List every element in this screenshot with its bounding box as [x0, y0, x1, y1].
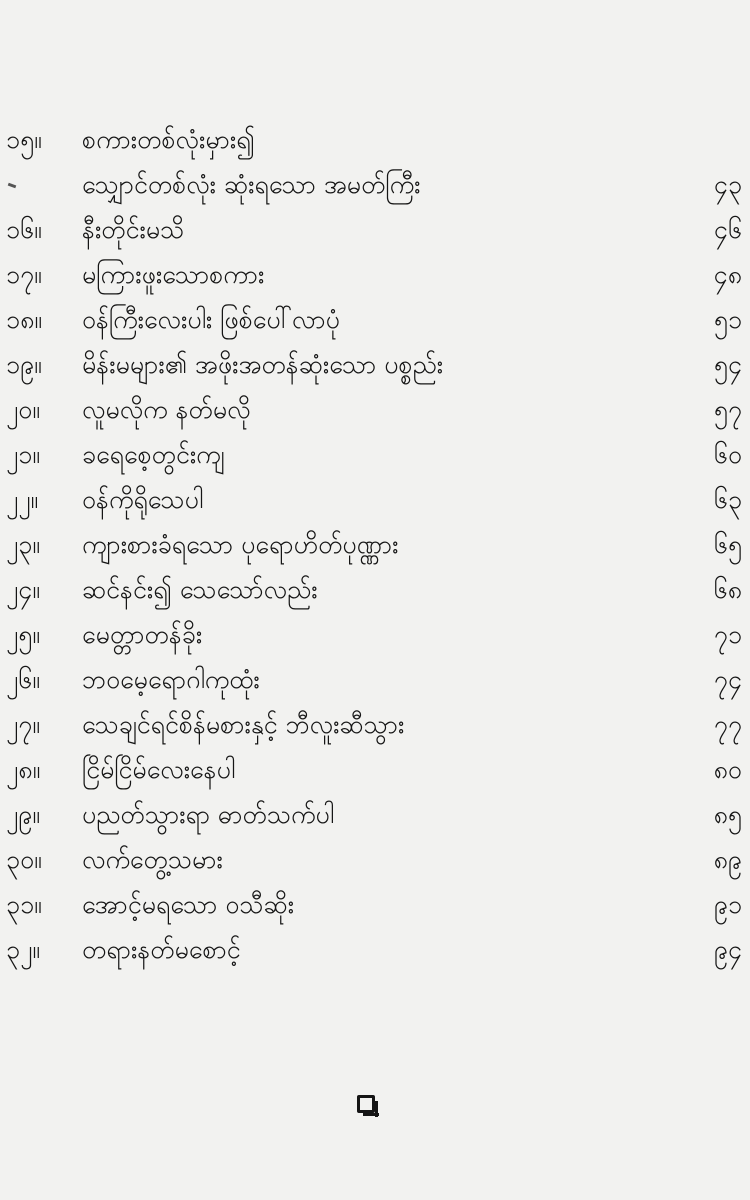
toc-row — [6, 927, 742, 972]
toc-row — [6, 522, 742, 567]
toc-entry-number: ၁၉။ — [6, 350, 42, 379]
toc-entry-title: ဘဝမေ့ရောဂါကုထုံး — [82, 665, 260, 694]
toc-entry-page: ၈၅ — [713, 800, 742, 829]
toc-entry-page: ၆၀ — [713, 440, 742, 469]
toc-entry-title: တရားနတ်မစောင့် — [82, 935, 241, 964]
toc-entry-title: ဆင်နင်း၍ သေသော်လည်း — [82, 575, 318, 604]
toc-entry-title: နီးတိုင်းမသိ — [82, 215, 185, 244]
toc-entry-page: ၇၇ — [713, 710, 742, 739]
pen-mark-icon — [8, 183, 17, 189]
toc-entry-title: အောင့်မရသော ဝသီဆိုး — [82, 890, 295, 919]
toc-row — [6, 882, 742, 927]
toc-entry-page: ၆၈ — [713, 575, 742, 604]
toc-row — [6, 207, 742, 252]
toc-entry-title: စကားတစ်လုံးမှား၍ — [82, 125, 255, 154]
toc-entry-number: ၁၆။ — [6, 215, 42, 244]
toc-row — [6, 252, 742, 297]
toc-entry-number: ၂၃။ — [6, 530, 40, 559]
toc-row — [6, 477, 742, 522]
toc-entry-page: ၄၆ — [713, 215, 742, 244]
toc-row — [6, 162, 742, 207]
toc-row — [6, 567, 742, 612]
toc-entry-title: မကြားဖူးသောစကား — [82, 260, 265, 289]
toc-entry-number: ၂၇။ — [6, 710, 40, 739]
toc-entry-title: သေချင်ရင်စိန်မစားနှင့် ဘီလူးဆီသွား — [82, 710, 405, 739]
toc-entry-number: ၂၅။ — [6, 620, 40, 649]
toc-row — [6, 297, 742, 342]
toc-entry-number: ၂၈။ — [6, 755, 41, 784]
toc-row — [6, 342, 742, 387]
toc-entry-title: ခရေစေ့တွင်းကျ — [82, 440, 225, 469]
toc-row — [6, 612, 742, 657]
toc-entry-page: ၇၄ — [713, 665, 742, 694]
toc-entry-title: ကျားစားခံရသော ပုရောဟိတ်ပုဏ္ဏား — [82, 530, 399, 559]
table-of-contents — [6, 118, 742, 972]
toc-entry-number: ၂၁။ — [6, 440, 40, 469]
toc-row — [6, 432, 742, 477]
toc-entry-number: ၁၇။ — [6, 260, 42, 289]
end-of-section-icon — [357, 1095, 375, 1113]
toc-entry-title: ဝန်ကြီးလေးပါး ဖြစ်ပေါ်လာပုံ — [82, 305, 340, 334]
toc-entry-title: ဝန်ကိုရိုသေပါ — [82, 485, 204, 514]
toc-entry-page: ၉၁ — [713, 890, 742, 919]
toc-entry-title: လက်တွေ့သမား — [82, 845, 223, 874]
toc-entry-number: ၃၁။ — [6, 890, 42, 919]
toc-row — [6, 118, 742, 162]
toc-entry-title: လူမလိုက နတ်မလို — [82, 395, 251, 424]
toc-entry-title: ငြိမ်ငြိမ်လေးနေပါ — [82, 755, 236, 784]
toc-entry-page: ၉၄ — [713, 935, 742, 964]
toc-entry-number: ၃၂။ — [6, 935, 40, 964]
toc-row — [6, 702, 742, 747]
toc-row — [6, 837, 742, 882]
toc-entry-page: ၈၀ — [713, 755, 742, 784]
toc-entry-title: သျှောင်တစ်လုံး ဆုံးရသော အမတ်ကြီး — [82, 170, 421, 199]
toc-entry-number: ၂၄။ — [6, 575, 40, 604]
toc-entry-title: မိန်းမများ၏ အဖိုးအတန်ဆုံးသော ပစ္စည်း — [82, 350, 444, 379]
toc-entry-page: ၅၁ — [713, 305, 742, 334]
toc-entry-page: ၅၇ — [713, 395, 742, 424]
toc-entry-page: ၈၉ — [713, 845, 742, 874]
toc-entry-number: ၃၀။ — [6, 845, 42, 874]
toc-entry-number: ၂၆။ — [6, 665, 40, 694]
toc-entry-page: ၇၁ — [713, 620, 742, 649]
toc-entry-number: ၂၂။ — [6, 485, 39, 514]
toc-entry-page: ၅၄ — [713, 350, 742, 379]
toc-entry-number: ၂၀။ — [6, 395, 40, 424]
toc-entry-title: ပညတ်သွားရာ ဓာတ်သက်ပါ — [82, 800, 335, 829]
toc-entry-title: မေတ္တာတန်ခိုး — [82, 620, 203, 649]
toc-entry-number: ၂၉။ — [6, 800, 40, 829]
toc-entry-page: ၆၃ — [713, 485, 742, 514]
toc-entry-page: ၄၃ — [713, 170, 742, 199]
toc-entry-page: ၆၅ — [713, 530, 742, 559]
toc-row — [6, 387, 742, 432]
toc-row — [6, 747, 742, 792]
toc-row — [6, 792, 742, 837]
toc-row — [6, 657, 742, 702]
toc-entry-number: ၁၈။ — [6, 305, 42, 334]
toc-entry-number: ၁၅။ — [6, 125, 42, 154]
toc-entry-page: ၄၈ — [713, 260, 742, 289]
